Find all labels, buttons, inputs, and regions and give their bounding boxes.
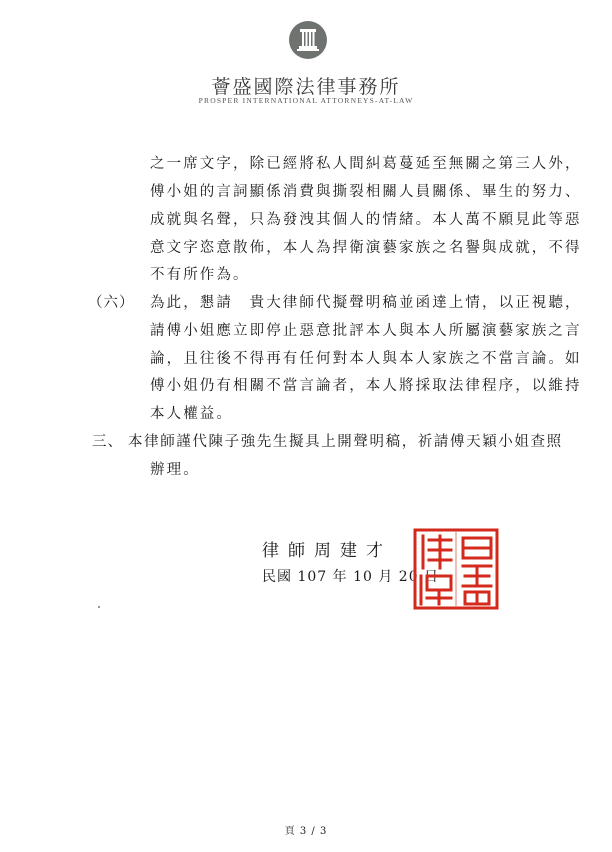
paragraph-line: 傅小姐仍有相關不當言論者，本人將採取法律程序，以維持 [150, 378, 582, 394]
paragraph-line: 本律師謹代陳子強先生擬具上開聲明稿，祈請傅天穎小姐查照 [128, 434, 563, 450]
paragraph-line: 不有所作為。 [150, 267, 250, 283]
item-label-six: （六） [88, 295, 135, 311]
column-logo-icon [288, 20, 328, 60]
paragraph-line: 意文字恣意散佈，本人為捍衛演藝家族之名譽與成就，不得 [150, 240, 582, 256]
paragraph-line: 論，且往後不得再有任何對本人與本人家族之不當言論。如 [150, 351, 582, 367]
paragraph-line: 成就與名聲，只為發洩其個人的情緒。本人萬不願見此等惡 [150, 212, 582, 228]
paragraph-line: 辦理。 [150, 462, 200, 478]
signature-date: 民國 107 年 10 月 20 日 [262, 569, 440, 585]
firm-name: 薈盛國際法律事務所 [211, 76, 401, 98]
paragraph-line: 傅小姐的言詞顯係消費與撕裂相關人員關係、畢生的努力、 [150, 184, 582, 200]
paragraph-line: 之一席文字，除已經將私人間糾葛蔓延至無關之第三人外， [150, 156, 582, 172]
paragraph-line: 本人權益。 [150, 406, 233, 422]
section-label-three: 三、 [92, 434, 123, 450]
red-seal-stamp [413, 528, 499, 610]
firm-name-english: PROSPER INTERNATIONAL ATTORNEYS-AT-LAW [198, 96, 414, 105]
page-number: 頁 3 / 3 [284, 826, 328, 837]
stray-mark [98, 606, 100, 608]
paragraph-line: 為此，懇請 貴大律師代擬聲明稿並函達上情，以正視聽， [150, 295, 582, 311]
paragraph-line: 請傅小姐應立即停止惡意批評本人與本人所屬演藝家族之言 [150, 323, 582, 339]
signatory-name: 律師周建才 [262, 541, 392, 561]
